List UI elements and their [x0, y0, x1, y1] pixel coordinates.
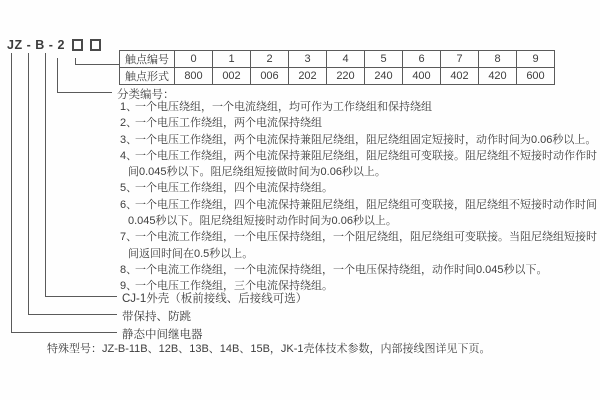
model-part-jz: JZ [7, 38, 23, 52]
classification-item-4-continued [120, 164, 598, 180]
callout-hold-label: 带保持、防跳 [122, 311, 191, 323]
item-number: 9、 [120, 280, 138, 293]
item-text: 0.045秒以下。阻尼绕组短接时动作时间为0.06秒以上。 [128, 215, 397, 228]
table-cell: 5 [365, 51, 403, 68]
table-cell: 402 [441, 68, 479, 85]
row-label: 触点编号 [120, 51, 175, 68]
table-row-contact-form [120, 68, 555, 85]
model-designation [7, 38, 101, 52]
item-text: 一个电压工作绕组，两个电流保持兼阻尼绕组，阻尼绕组固定短接时，动作时间为0.06秒以上。 [135, 133, 597, 146]
table-cell: 202 [289, 68, 327, 85]
placeholder-box-icon [90, 39, 101, 51]
item-number: 2、 [120, 117, 138, 130]
model-dash: - [26, 38, 32, 52]
classification-item-7-continued [120, 246, 598, 262]
item-text: 一个电压工作绕组，四个电流保持绕组。 [135, 182, 333, 195]
classification-item-7 [120, 229, 598, 245]
table-cell: 8 [479, 51, 517, 68]
item-text: 一个电流工作绕组，一个电压保持绕组，一个阻尼绕组，阻尼绕组可变联接。当阻尼绕组短接时 [135, 231, 597, 244]
table-cell: 006 [251, 68, 289, 85]
classification-item-3 [120, 132, 598, 148]
table-cell: 9 [517, 51, 555, 68]
table-cell: 800 [175, 68, 213, 85]
connector-line-contact-table [75, 58, 119, 65]
item-number: 5、 [120, 182, 138, 195]
model-dash: - [48, 38, 54, 52]
table-cell: 4 [327, 51, 365, 68]
table-row-contact-number [120, 51, 555, 68]
classification-item-5 [120, 180, 598, 196]
item-text: 一个电压工作绕组，两个电流保持绕组 [135, 117, 322, 130]
table-cell: 6 [403, 51, 441, 68]
contact-form-table [119, 50, 555, 85]
item-text: 间返回时间在0.5秒以上。 [128, 247, 254, 260]
item-text: 一个电压工作绕组，两个电流保持兼阻尼绕组，阻尼绕组可变联接。阻尼绕组不短接时动作作时 [135, 149, 597, 162]
item-text: 一个电压工作绕组，三个电流保持绕组。 [135, 280, 333, 293]
placeholder-box-icon [72, 39, 83, 51]
classification-list [120, 99, 598, 295]
model-part-b: B [35, 38, 45, 52]
item-number: 1、 [120, 101, 138, 113]
table-cell: 7 [441, 51, 479, 68]
item-number: 8、 [120, 263, 138, 276]
classification-item-2 [120, 115, 598, 131]
table-cell: 0 [175, 51, 213, 68]
special-model-note: 特殊型号：JZ-B-11B、12B、13B、14B、15B，JK-1壳体技术参数，内部接线图详见下页。 [47, 343, 491, 355]
classification-item-1 [120, 99, 598, 115]
callout-relay-label: 静态中间继电器 [122, 329, 203, 341]
table-cell: 400 [403, 68, 441, 85]
classification-title: 分类编号： [117, 89, 175, 101]
table-cell: 3 [289, 51, 327, 68]
table-cell: 002 [213, 68, 251, 85]
item-number: 6、 [120, 198, 138, 211]
table-cell: 1 [213, 51, 251, 68]
table-cell: 220 [327, 68, 365, 85]
item-text: 一个电压工作绕组，四个电流保持兼阻尼绕组，阻尼绕组可变联接，阻尼绕组不短接时动作时间 [135, 198, 597, 211]
item-text: 一个电压绕组，一个电流绕组，均可作为工作绕组和保持绕组 [135, 101, 432, 113]
item-number: 4、 [120, 149, 138, 162]
item-number: 7、 [120, 231, 138, 244]
table-cell: 2 [251, 51, 289, 68]
classification-item-4 [120, 148, 598, 164]
row-label: 触点形式 [120, 68, 175, 85]
callout-case-label: CJ-1外壳（板前接线、后接线可选） [122, 293, 308, 305]
classification-item-8 [120, 262, 598, 278]
classification-item-6 [120, 197, 598, 213]
table-cell: 600 [517, 68, 555, 85]
model-part-2: 2 [57, 38, 65, 52]
item-number: 3、 [120, 133, 138, 146]
classification-item-6-continued [120, 213, 598, 229]
table-cell: 420 [479, 68, 517, 85]
item-text: 一个电流工作绕组，一个电流保持绕组，一个电压保持绕组，动作时间0.045秒以下。 [135, 263, 548, 276]
table-cell: 240 [365, 68, 403, 85]
item-text: 间0.045秒以下。阻尼绕组短接做时间为0.06秒以上。 [128, 166, 386, 179]
